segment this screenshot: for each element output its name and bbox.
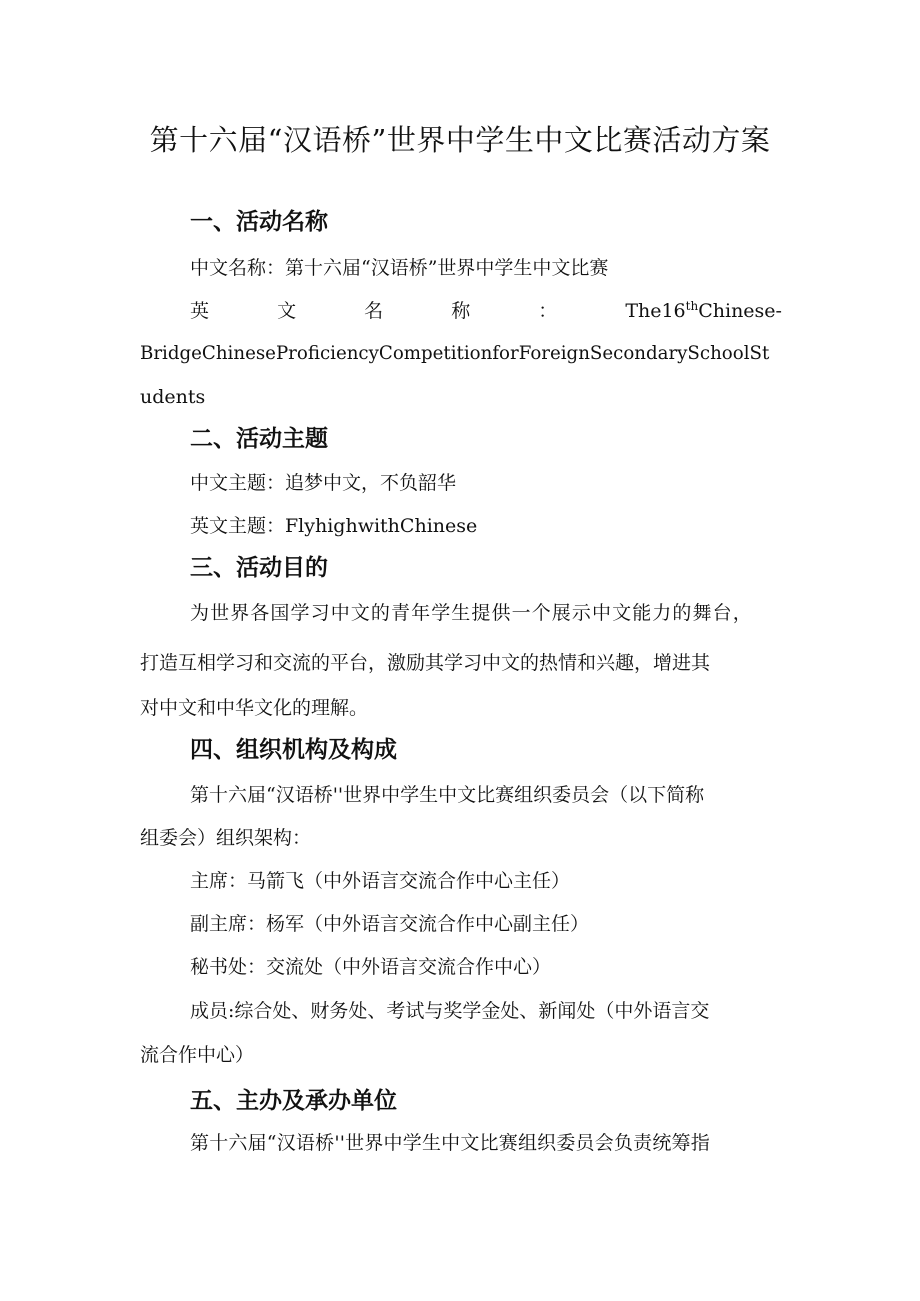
english-label-char: 名: [364, 300, 384, 322]
chinese-name-line: 中文名称：第十六届“汉语桥”世界中学生中文比赛: [190, 257, 609, 279]
english-theme-line: 英文主题：FlyhighwithChinese: [190, 515, 478, 537]
english-name-continuation: BridgeChineseProficiencyCompetitionforForeignSecondarySchoolSt: [140, 343, 770, 364]
secretariat-line: 秘书处：交流处（中外语言交流合作中心）: [190, 956, 552, 978]
english-label-char: ：: [538, 300, 558, 322]
purpose-line-1: 为世界各国学习中文的青年学生提供一个展示中文能力的舞台，: [190, 602, 753, 624]
document-title: 第十六届“汉语桥”世界中学生中文比赛活动方案: [149, 123, 771, 157]
section-heading-organization: 四、组织机构及构成: [190, 737, 397, 763]
english-name-end: udents: [140, 386, 206, 408]
english-name-part: The16: [625, 300, 686, 322]
chinese-theme-line: 中文主题：追梦中文，不负韶华: [190, 472, 457, 494]
members-line-2: 流合作中心）: [140, 1044, 255, 1066]
chair-line: 主席：马箭飞（中外语言交流合作中心主任）: [190, 870, 571, 892]
members-line-1: 成员:综合处、财务处、考试与奖学金处、新闻处（中外语言交: [190, 1000, 710, 1022]
english-name-line: [190, 296, 782, 326]
section-heading-activity-theme: 二、活动主题: [190, 426, 328, 452]
english-label-char: 英: [190, 300, 210, 322]
organization-intro-line-1: 第十六届“汉语桥''世界中学生中文比赛组织委员会（以下简称: [190, 784, 705, 806]
section-heading-activity-purpose: 三、活动目的: [190, 555, 328, 581]
purpose-line-3: 对中文和中华文化的理解。: [140, 697, 369, 719]
english-label-char: 文: [277, 300, 297, 322]
section-heading-activity-name: 一、活动名称: [190, 209, 328, 235]
organization-intro-line-2: 组委会）组织架构：: [140, 827, 312, 849]
english-name-start: The16thChinese-: [625, 296, 782, 326]
vice-chair-line: 副主席：杨军（中外语言交流合作中心副主任）: [190, 913, 590, 935]
organizers-line-1: 第十六届“汉语桥''世界中学生中文比赛组织委员会负责统筹指: [190, 1132, 710, 1154]
english-label-char: 称: [451, 300, 471, 322]
purpose-line-2: 打造互相学习和交流的平台，激励其学习中文的热情和兴趣，增进其: [140, 652, 711, 674]
english-name-part: Chinese-: [698, 300, 782, 322]
section-heading-organizers: 五、主办及承办单位: [190, 1088, 397, 1114]
